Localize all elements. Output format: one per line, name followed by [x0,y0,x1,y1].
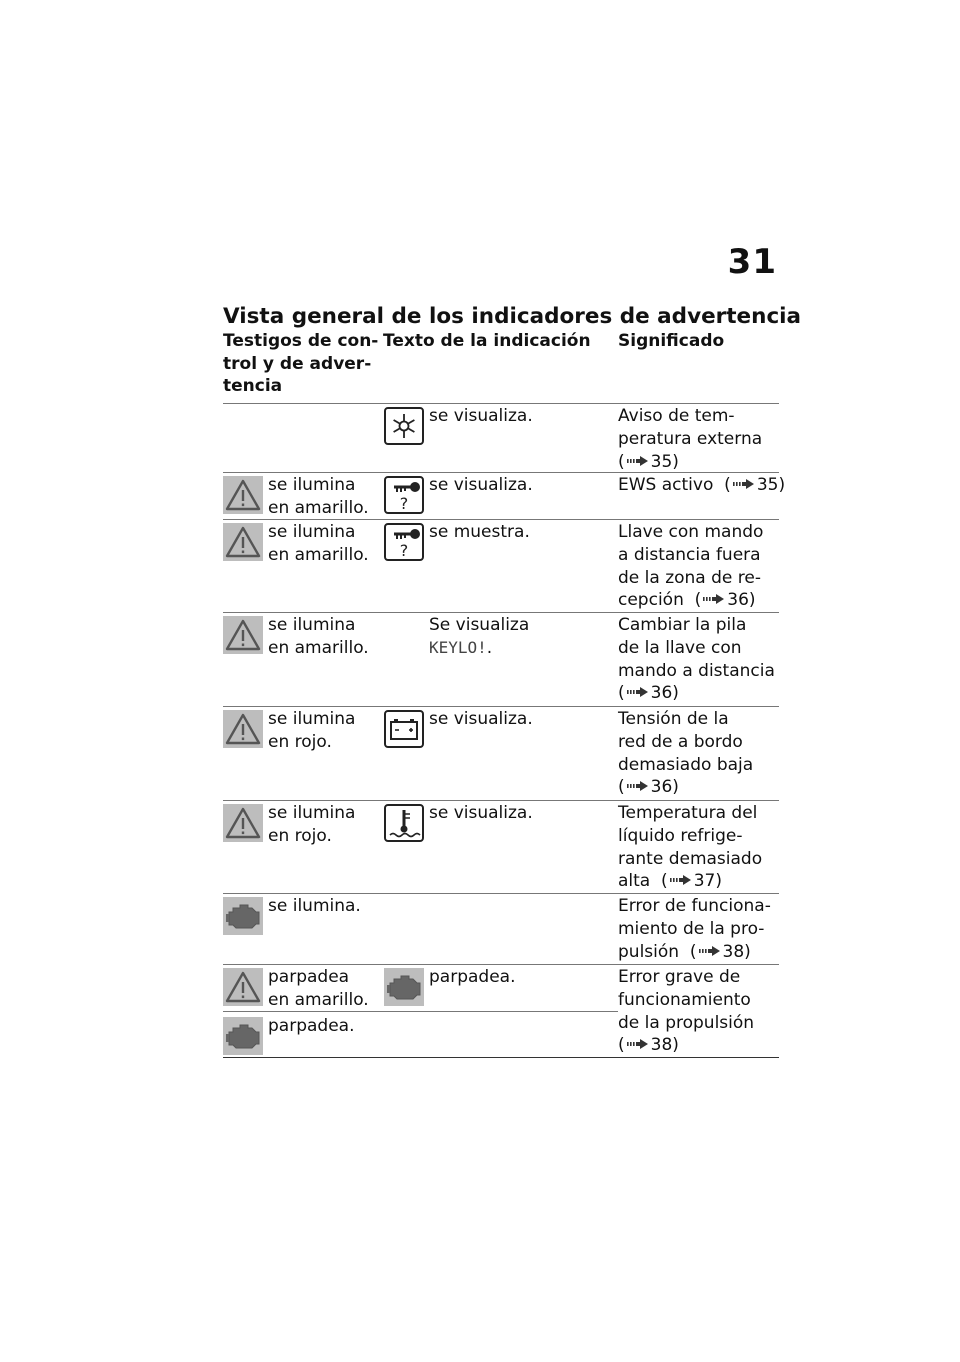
display-text [429,802,533,825]
table-rule [223,893,779,894]
warning-light-description [268,966,369,1012]
meaning-text-line [618,754,753,777]
light-text-line: en rojo. [268,731,332,752]
warning-triangle-icon [223,523,263,561]
display-text [429,521,530,544]
page-reference-arrow-icon [733,478,755,490]
meaning-text-line [618,614,775,637]
meaning-text-line [618,802,762,825]
key-question-icon [384,523,424,561]
meaning-line-text: demasiado baja [618,754,754,775]
light-text-line: en amarillo. [268,637,369,658]
meaning-text-line: cepción ( 36) [618,590,756,611]
meaning-text-line [618,918,771,941]
display-text-line: se muestra. [429,522,530,542]
warning-light-description [268,614,369,660]
meaning-text-line [618,966,754,989]
meaning-text [618,966,754,1057]
header-warning-lights [223,330,383,398]
engine-icon [384,968,424,1006]
page-reference-arrow-icon [627,686,649,698]
header-line: Testigos de con- [223,331,379,351]
meaning-line-text: Error grave de [618,967,741,987]
meaning-text-line: alta ( 37) [618,871,722,892]
warning-triangle-icon [223,968,263,1006]
warning-light-description [268,802,355,848]
meaning-text-line [618,895,771,918]
meaning-line-text: líquido refrige- [618,825,743,846]
meaning-text-line [618,989,754,1012]
meaning-text-line [618,848,762,871]
warning-light-description [268,474,369,520]
page-reference[interactable]: 37) [693,871,722,892]
light-text-line: se ilumina [268,709,356,729]
meaning-reference-line: ( 35) [618,451,679,472]
meaning-text-line [618,521,763,544]
meaning-line-text: de la llave con [618,637,742,658]
page-reference[interactable]: 38) [650,1035,679,1056]
page-reference-arrow-icon [627,1038,649,1050]
table-rule [223,472,779,473]
warning-light-description [268,708,355,754]
meaning-line-text: Tensión de la [618,709,729,729]
meaning-line-text: Aviso de tem- [618,406,735,426]
meaning-text-line [618,637,775,660]
coolant-temperature-icon [384,804,424,842]
meaning-reference-line: ( 36) [618,683,679,704]
svg-text:?: ? [399,541,409,560]
meaning-text-line [618,731,753,754]
table-rule [223,706,779,707]
table-rule [223,1011,618,1012]
warning-light-description [268,895,361,918]
display-text-line: se visualiza. [429,709,533,729]
warning-light-description [268,521,369,567]
light-text-line: se ilumina [268,475,356,495]
display-text [429,474,533,497]
display-text-line: se visualiza. [429,475,533,495]
display-text-line: se visualiza. [429,803,533,823]
header-line: tencia [223,376,283,396]
table-rule [223,403,779,404]
battery-icon [384,710,424,748]
page-reference[interactable]: 36) [650,683,679,704]
light-text-line: parpadea. [268,1016,355,1036]
light-text-line: se ilumina [268,615,356,635]
page-reference-arrow-icon [703,593,725,605]
light-text-line: en amarillo. [268,497,369,518]
warning-triangle-icon [223,710,263,748]
table-rule [223,800,779,801]
display-text-line: Se visualiza [429,615,530,635]
header-line: trol y de adver- [223,353,372,374]
display-text [429,614,529,660]
meaning-line-text: de la zona de re- [618,567,761,588]
page-reference[interactable]: 38) [722,941,751,962]
meaning-text [618,895,771,963]
display-text [429,966,515,989]
meaning-line-text: red de a bordo [618,731,743,752]
meaning-line-text: peratura externa [618,428,763,449]
meaning-line-text: Error de funciona- [618,896,771,916]
section-title: Vista general de los indicadores de advertencia [223,304,802,329]
display-text-line: parpadea. [429,967,516,987]
warning-triangle-icon [223,476,263,514]
meaning-text [618,614,775,705]
page-reference[interactable]: 35) [650,451,679,472]
page-reference-arrow-icon [627,455,649,467]
display-code-suffix: . [486,637,493,658]
page-reference-arrow-icon [699,945,721,957]
display-text [429,708,533,731]
page-reference[interactable]: 36) [650,777,679,798]
page-reference[interactable]: 36) [727,590,756,611]
warning-triangle-icon [223,616,263,654]
meaning-text-line [618,708,753,731]
warning-triangle-icon [223,804,263,842]
meaning-reference-line: ( 38) [618,1035,679,1056]
table-rule [223,612,779,613]
meaning-line-text: a distancia fuera [618,544,761,565]
meaning-line-text: Llave con mando [618,522,764,542]
meaning-text-line [618,544,763,567]
svg-text:?: ? [399,494,409,513]
meaning-text [618,802,762,893]
meaning-line-text: Temperatura del [618,803,758,823]
meaning-reference-line: ( 36) [618,777,679,798]
page-reference[interactable]: 35) [756,475,786,495]
meaning-line-text: miento de la pro- [618,918,765,939]
engine-icon [223,1017,263,1055]
meaning-text-line [618,428,762,451]
meaning-line-text: de la propulsión [618,1012,755,1033]
meaning-text-line [618,405,762,428]
meaning-line-text: rante demasiado [618,848,763,869]
meaning-line-text: mando a distancia [618,660,775,681]
meaning-text-line: pulsión ( 38) [618,941,751,962]
meaning-text-line [618,1012,754,1035]
display-code-line [429,637,529,660]
light-text-line: se ilumina [268,522,356,542]
meaning-line-text: pulsión [618,941,680,962]
meaning-text-line [618,825,762,848]
table-rule [223,964,779,965]
light-text-line: en amarillo. [268,989,369,1010]
meaning-text-line [618,567,763,590]
display-text [429,405,533,428]
snowflake-icon [384,407,424,445]
meaning-line-text: funcionamiento [618,989,751,1010]
meaning-line-text: alta [618,871,651,892]
engine-icon [223,897,263,935]
warning-light-description [268,1015,354,1038]
display-text-line: se visualiza. [429,406,533,426]
key-question-icon [384,476,424,514]
meaning-text [618,474,785,497]
header-meaning: Significado [618,331,725,351]
header-display-text: Texto de la indicación [383,331,591,351]
meaning-text-line: EWS activo ( 35) [618,475,786,495]
light-text-line: se ilumina. [268,896,361,916]
meaning-line-text: Cambiar la pila [618,615,747,635]
light-text-line: en rojo. [268,825,332,846]
light-text-line: se ilumina [268,803,356,823]
meaning-text [618,521,763,612]
meaning-text-line [618,660,775,683]
meaning-line-text: cepción [618,590,684,611]
table-rule [223,1057,779,1058]
table-rule [223,519,779,520]
page-reference-arrow-icon [670,874,692,886]
display-code: KEYLO! [429,637,487,657]
page-reference-arrow-icon [627,780,649,792]
meaning-text [618,708,753,799]
meaning-line-text: EWS activo [618,475,714,495]
meaning-text [618,405,762,473]
light-text-line: en amarillo. [268,544,369,565]
light-text-line: parpadea [268,967,350,987]
page-number: 31 [727,242,777,282]
